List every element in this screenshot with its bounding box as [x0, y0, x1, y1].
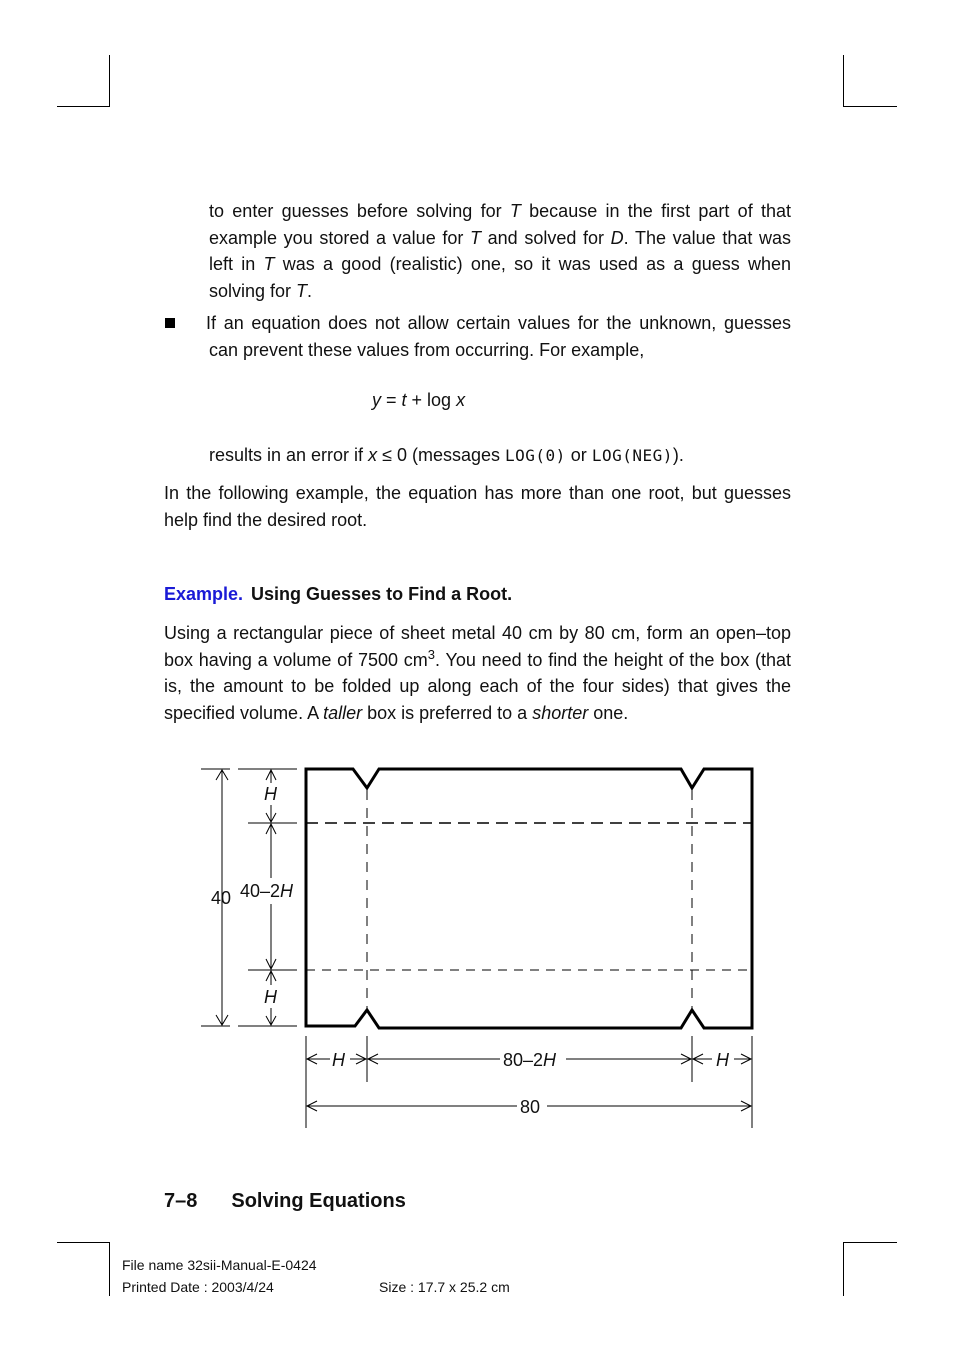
example-label: Example. [164, 584, 244, 604]
intro-paragraph: to enter guesses before solving for T because in the first part of that example you stored a value for T and solved for D. The value that was left in T was a good (realistic) one, so it was used as a guess when solving for T. [209, 201, 792, 301]
message-log-zero: LOG(0) [505, 446, 566, 465]
printed-date: Printed Date : 2003/4/24 [122, 1279, 274, 1295]
bullet-paragraph: If an equation does not allow certain values for the unknown, guesses can prevent these values from occurring. For example, [206, 313, 791, 360]
print-size: Size : 17.7 x 25.2 cm [379, 1279, 510, 1295]
label-80: 80 [520, 1097, 541, 1117]
sheet-outline [306, 769, 752, 1028]
page-number: 7–8 [164, 1190, 198, 1212]
label-80-2h: 80–2H [503, 1050, 557, 1070]
label-h-right: H [716, 1050, 729, 1070]
label-h-top: H [264, 784, 277, 804]
error-line: results in an error if x ≤ 0 (messages LOG(0) or LOG(NEG)). [209, 445, 684, 465]
section-title: Solving Equations [231, 1190, 406, 1212]
file-name: File name 32sii-Manual-E-0424 [122, 1257, 317, 1273]
example-title: Using Guesses to Find a Root. [251, 584, 513, 604]
label-h-left: H [332, 1050, 345, 1070]
example-body: Using a rectangular piece of sheet metal 40 cm by 80 cm, form an open–top box having a volume of 7500 $cm^3$. You need to find the height of the box (that is, the amount to be folded up along each of the four sides) that gives the specified volume. A taller box is preferred to a shorter one. [164, 623, 791, 723]
message-log-neg: LOG(NEG) [591, 446, 673, 465]
intro-paragraph-2: In the following example, the equation has more than one root, but guesses help find the desired root. [164, 483, 791, 530]
equation: y = t + log x [372, 390, 466, 410]
label-40: 40 [211, 888, 232, 908]
page-footer-title [164, 1190, 406, 1213]
label-40-2h: 40–2H [240, 881, 294, 901]
label-h-bottom: H [264, 987, 277, 1007]
